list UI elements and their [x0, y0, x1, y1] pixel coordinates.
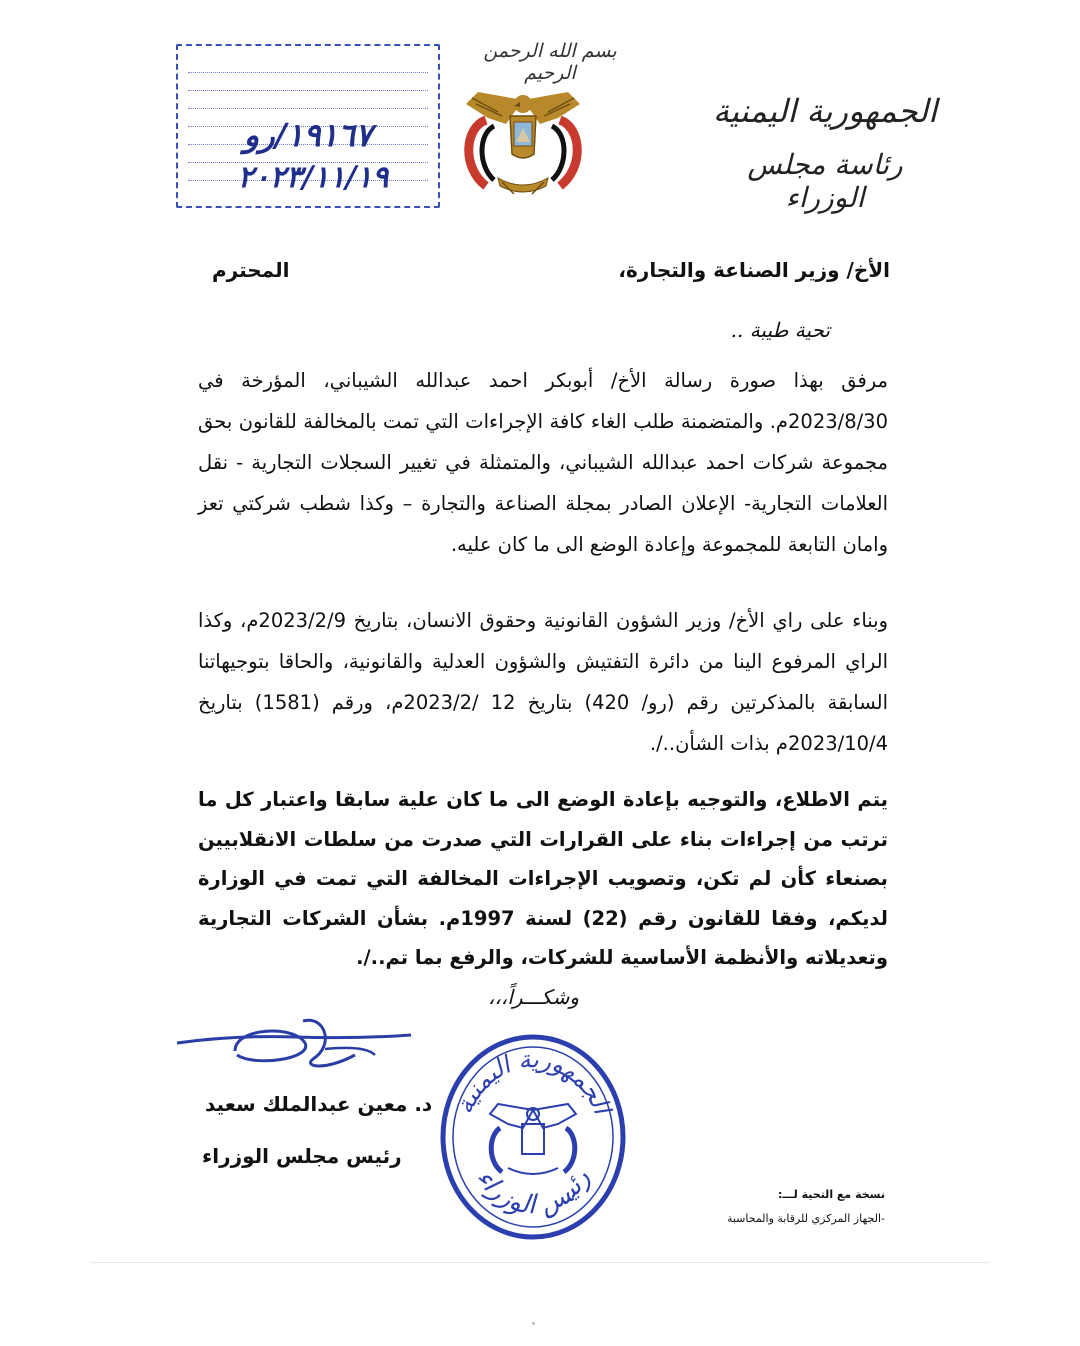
footer-mark	[532, 1322, 535, 1325]
paragraph-attachment: مرفق بهذا صورة رسالة الأخ/ أبوبكر احمد عبدالله الشيباني، المؤرخة في 2023/8/30م. والمتضمنة طلب الغاء كافة الإجراءات التي تمت بالمخالفة للقانون بحق مجموعة شركات احمد عبدالله الشيباني، والمتمثلة في تغيير السجلات التجارية - نقل العلامات التجارية- الإعلان الصادر بمجلة الصناعة والتجارة – وكذا شطب شركتي تعز وامان التابعة للمجموعة وإعادة الوضع الى ما كان عليه.	[198, 369, 888, 556]
copy-recipient: -الجهاز المركزي للرقابة والمحاسبة	[726, 1212, 885, 1225]
greeting: تحية طيبة ..	[730, 318, 830, 342]
paragraph-directive: يتم الاطلاع، والتوجيه بإعادة الوضع الى ما كان علية سابقا واعتبار كل ما ترتب من إجراءات بناء على القرارات التي صدرت من سلطات الانقلابيين بصنعاء كأن لم تكن، وتصويب الإجراءات المخالفة التي تمت في الوزارة لديكم، وفقا للقانون رقم (22) لسنة 1997م. بشأن الشركات التجارية وتعديلاته والأنظمة الأساسية للشركات، والرفع بما تم../.	[198, 788, 888, 969]
signatory-name: د. معين عبدالملك سعيد	[205, 1092, 433, 1116]
signatory-title: رئيس مجلس الوزراء	[202, 1144, 402, 1168]
basmala: بسم الله الرحمن الرحيم	[483, 40, 617, 84]
copy-note: نسخة مع التحية لـــ:	[777, 1188, 885, 1201]
registration-stamp	[176, 44, 440, 208]
paragraph-reference: وبناء على راي الأخ/ وزير الشؤون القانونية وحقوق الانسان، بتاريخ 2023/2/9م، وكذا الراي المرفوع الينا من دائرة التفتيش والشؤون العدلية والقانونية، والحاقا بتوجيهاتنا السابقة بالمذكرتين رقم (رو/ 420) بتاريخ 12 /2023/2م، ورقم (1581) بتاريخ 2023/10/4م بذات الشأن../.	[198, 609, 888, 755]
office-name: رئاسة مجلس الوزراء	[747, 148, 903, 214]
footer-divider	[90, 1262, 990, 1263]
honorific: المحترم	[212, 258, 290, 282]
signature-icon	[175, 1015, 415, 1085]
seal-top-text: الجمهورية اليمنية	[449, 1045, 617, 1118]
official-seal-icon	[438, 1032, 628, 1242]
closing: وشكـــراً،،،	[488, 985, 579, 1009]
addressee: الأخ/ وزير الصناعة والتجارة،	[618, 258, 890, 282]
national-emblem-icon	[458, 82, 588, 200]
registration-number: ١٩١٦٧/رو	[243, 116, 373, 154]
country-name: الجمهورية اليمنية	[712, 92, 938, 130]
seal-bottom-text: رئيس الوزراء	[469, 1164, 597, 1221]
registration-date: ٢٠٢٣/١١/١٩	[237, 160, 389, 195]
